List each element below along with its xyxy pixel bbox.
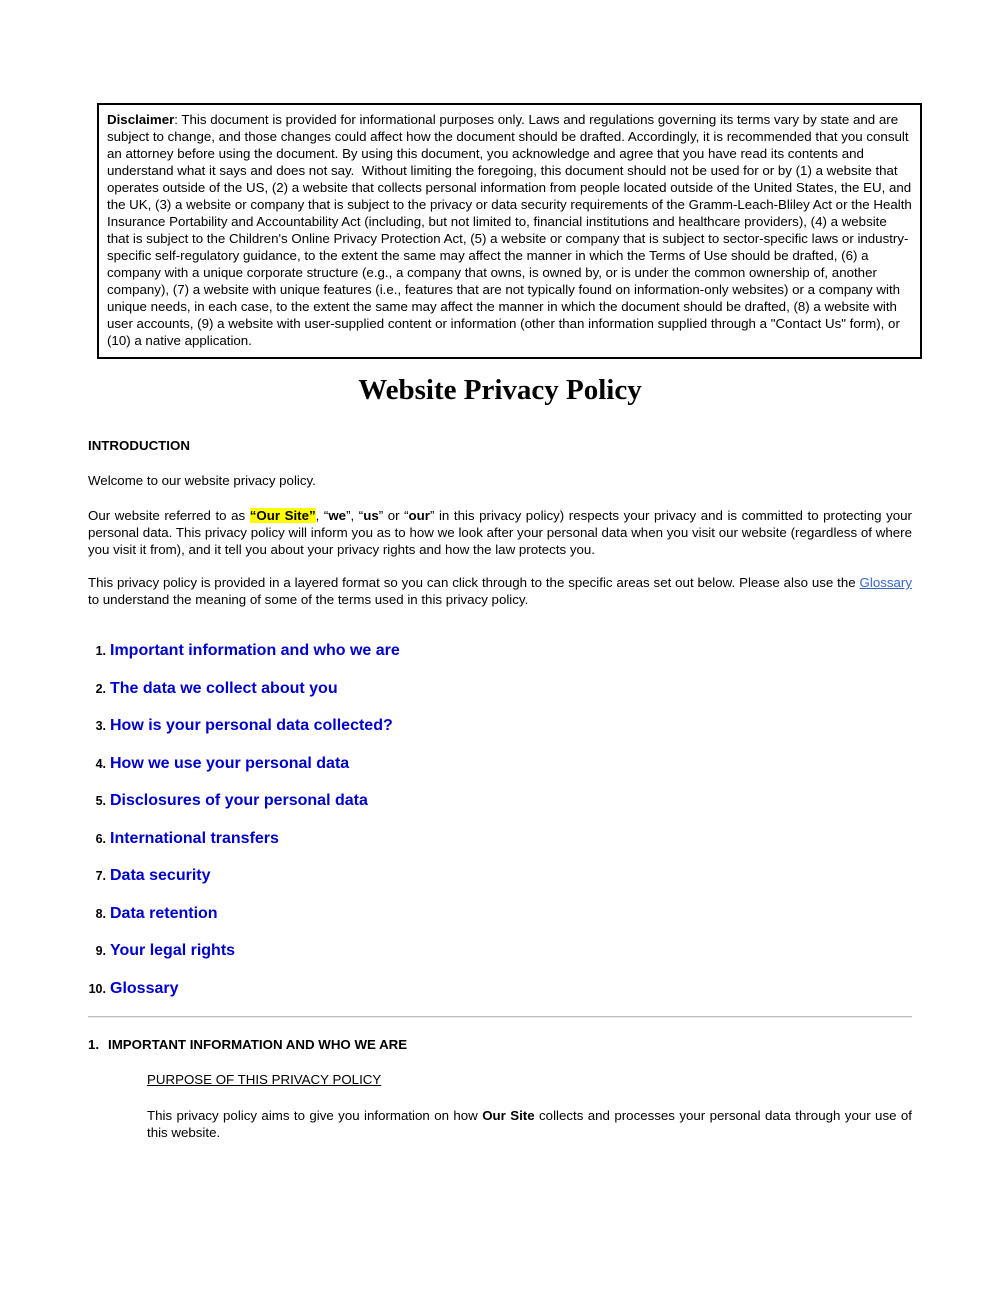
toc-number: 9. (95, 944, 106, 958)
site-definition-paragraph (88, 507, 912, 558)
toc-item-how-data-collected (88, 716, 912, 737)
layered-para-text-1: This privacy policy is provided in a layered format so you can click through to the specific areas set out below. Please also use the (88, 575, 860, 590)
introduction-heading: INTRODUCTION (88, 438, 190, 453)
toc-number: 10. (88, 981, 106, 996)
we-term: we (328, 508, 347, 523)
section-1-heading (88, 1036, 912, 1053)
site-para-text-4: ” or “ (378, 508, 409, 523)
toc-link-glossary[interactable]: Glossary (110, 979, 179, 997)
purpose-para-text-2: collects and processes your personal data through your use of this website. (147, 1108, 912, 1140)
toc-item-how-we-use-data (88, 754, 912, 775)
toc-link-how-data-collected[interactable]: How is your personal data collected? (110, 717, 393, 734)
toc-item-international-transfers (88, 829, 912, 850)
toc-link-your-legal-rights[interactable]: Your legal rights (110, 942, 236, 959)
toc-number: 6. (95, 831, 106, 846)
toc-number: 8. (95, 906, 106, 921)
site-para-text-5: ” in this privacy policy) respects your privacy and is committed to protecting your personal data. This privacy policy will inform you as to how we look after your personal data when you visit our website (regardless of where you visit it from), and it tell you about your privacy rights and how the law protects you. (88, 508, 912, 557)
toc-link-data-security[interactable]: Data security (110, 867, 211, 884)
site-para-text-3: ”, “ (346, 508, 364, 523)
disclaimer-paragraph (107, 111, 916, 349)
glossary-link[interactable]: Glossary (859, 575, 912, 590)
disclaimer-box (97, 103, 922, 359)
toc-item-disclosures (88, 791, 912, 812)
section-divider (88, 1016, 912, 1018)
toc-link-data-retention[interactable]: Data retention (110, 904, 218, 922)
disclaimer-label: Disclaimer (107, 112, 175, 127)
our-site-highlight: “Our Site” (249, 508, 316, 523)
purpose-paragraph (147, 1107, 912, 1141)
welcome-paragraph: Welcome to our website privacy policy. (88, 473, 316, 488)
toc-item-data-security (88, 866, 912, 887)
page-title: Website Privacy Policy (358, 374, 642, 406)
our-term: our (408, 508, 430, 523)
toc-number: 5. (95, 794, 106, 808)
table-of-contents (88, 641, 912, 999)
site-para-text-1: Our website referred to as (88, 508, 250, 523)
toc-item-your-legal-rights (88, 941, 912, 962)
toc-link-data-we-collect[interactable]: The data we collect about you (110, 679, 338, 697)
toc-number: 4. (95, 756, 106, 771)
toc-item-data-we-collect (88, 679, 912, 700)
us-term: us (363, 508, 379, 523)
toc-number: 2. (95, 681, 106, 696)
toc-link-how-we-use-data[interactable]: How we use your personal data (110, 754, 350, 772)
site-para-text-2: , “ (315, 508, 329, 523)
toc-item-glossary (88, 979, 912, 1000)
section-1-title: IMPORTANT INFORMATION AND WHO WE ARE (108, 1037, 408, 1052)
toc-link-disclosures[interactable]: Disclosures of your personal data (110, 792, 368, 809)
layered-format-paragraph (88, 574, 912, 608)
toc-number: 7. (95, 869, 106, 883)
disclaimer-text: : This document is provided for informational purposes only. Laws and regulations governing its terms vary by state and are subject to change, and those changes could affect how the document should be drafted. Accordingly, it is recommended that you consult an attorney before using the document. By using this document, you acknowledge and agree that you have read its contents and understand what it says and does not say. Without limiting the foregoing, this document should not be used for or by (1) a website that operates outside of the US, (2) a website that collects personal information from people located outside of the United States, the EU, and the UK, (3) a website or company that is subject to the privacy or data security requirements of the Gramm-Leach-Bliley Act or the Health Insurance Portability and Accountability Act (including, but not limited to, financial institutions and healthcare providers), (4) a website that is subject to the Children's Online Privacy Protection Act, (5) a website or company that is subject to sector-specific laws or industry-specific self-regulatory guidance, to the extent the same may affect the manner in which the Terms of Use should be drafted, (6) a company with a unique corporate structure (e.g., a company that owns, is owned by, or is under the common ownership of, another company), (7) a website with unique features (i.e., features that are not typically found on information-only websites) or a company with unique needs, in each case, to the extent the same may affect the manner in which the document should be drafted, (8) a website with user accounts, (9) a website with user-supplied content or information (other than information supplied through a "Contact Us" form), or (10) a native application. (107, 112, 916, 348)
purpose-subheading: PURPOSE OF THIS PRIVACY POLICY (147, 1072, 382, 1087)
toc-item-important-information (88, 641, 912, 662)
toc-link-important-information[interactable]: Important information and who we are (110, 642, 400, 659)
toc-number: 3. (95, 719, 106, 733)
our-site-bold: Our Site (482, 1108, 535, 1123)
layered-para-text-2: to understand the meaning of some of the terms used in this privacy policy. (88, 592, 529, 607)
section-1-number: 1. (88, 1037, 100, 1052)
toc-item-data-retention (88, 904, 912, 925)
toc-link-international-transfers[interactable]: International transfers (110, 829, 279, 847)
toc-number: 1. (95, 644, 106, 658)
purpose-para-text-1: This privacy policy aims to give you information on how (147, 1108, 483, 1123)
